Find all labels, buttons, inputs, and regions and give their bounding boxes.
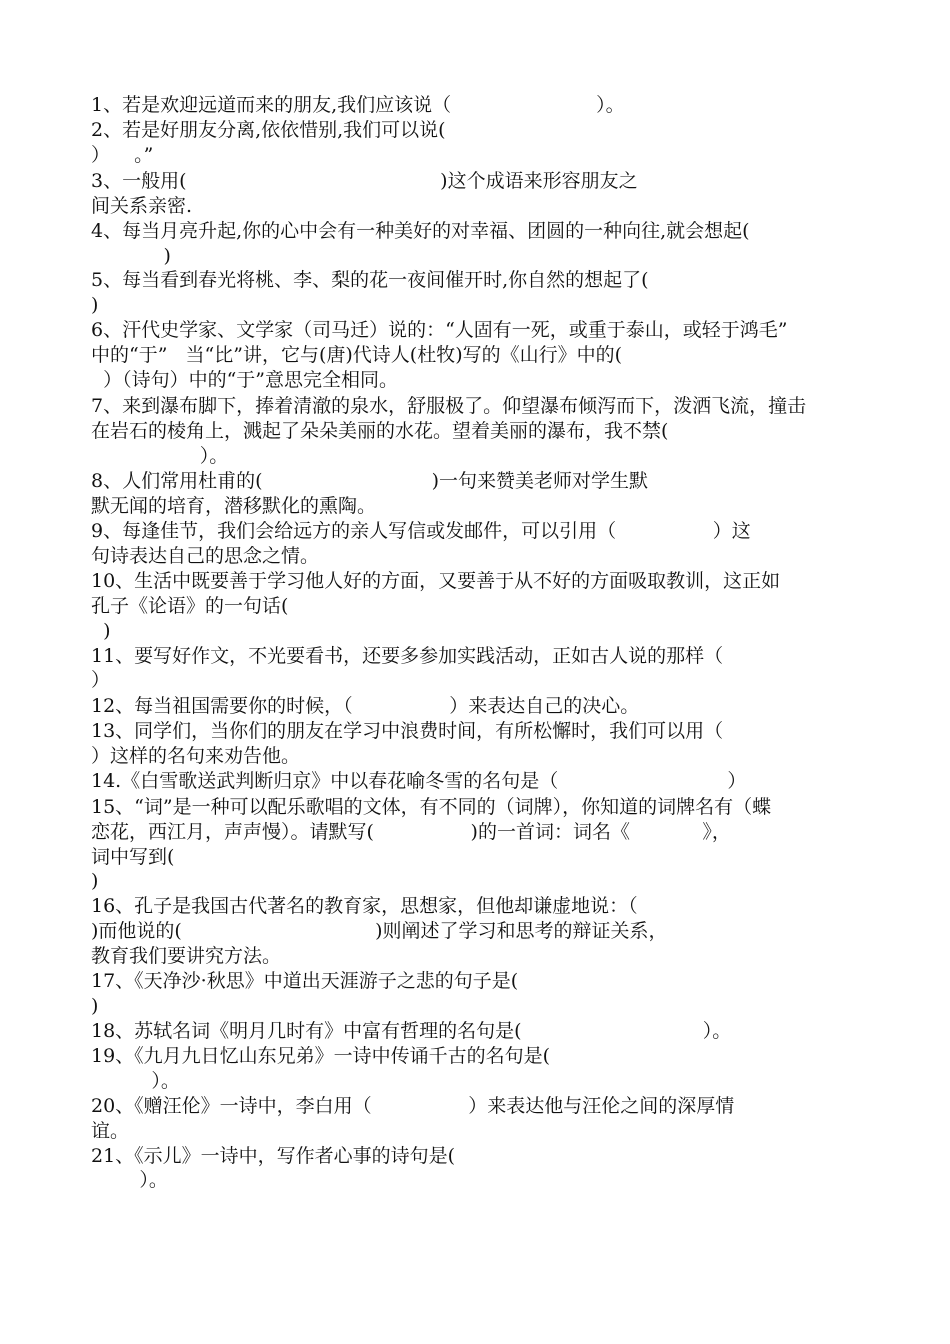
text-line: 16、孔子是我国古代著名的教育家，思想家，但他却谦虚地说：（: [91, 895, 638, 917]
text-line: 13、同学们，当你们的朋友在学习中浪费时间，有所松懈时，我们可以用（: [91, 720, 724, 742]
text-line: ): [91, 995, 99, 1017]
text-line: ）。: [91, 445, 229, 467]
text-line: 12、每当祖国需要你的时候，（ ）来表达自己的决心。: [91, 695, 640, 717]
text-line: 间关系亲密.: [91, 195, 193, 217]
text-line: 8、人们常用杜甫的( )一句来赞美老师对学生默: [91, 470, 649, 492]
text-line: 4、每当月亮升起,你的心中会有一种美好的对幸福、团圆的一种向往,就会想起(: [91, 220, 750, 242]
text-line: ): [91, 294, 99, 316]
text-line: 18、苏轼名词《明月几时有》中富有哲理的名句是( ）。: [91, 1020, 732, 1042]
text-line: 1、若是欢迎远道而来的朋友,我们应该说（ ）。: [91, 94, 625, 116]
text-line: 14.《白雪歌送武判断归京》中以春花喻冬雪的名句是（ ）: [91, 770, 747, 792]
text-line: ）。: [91, 1169, 168, 1191]
text-line: 默无闻的培育，潜移默化的熏陶。: [91, 495, 377, 517]
text-line: 9、每逢佳节，我们会给远方的亲人写信或发邮件，可以引用（ ）这: [91, 520, 751, 542]
text-line: ） 。”: [91, 144, 154, 166]
text-line: 在岩石的棱角上，溅起了朵朵美丽的水花。望着美丽的瀑布，我不禁(: [91, 420, 669, 442]
text-line: 词中写到(: [91, 846, 175, 868]
text-line: 10、生活中既要善于学习他人好的方面，又要善于从不好的方面吸取教训，这正如: [91, 570, 781, 592]
text-line: 21、《示儿》一诗中，写作者心事的诗句是(: [91, 1145, 456, 1167]
text-line: 20、《赠汪伦》一诗中，李白用（ ）来表达他与汪伦之间的深厚情: [91, 1095, 735, 1117]
text-line: ): [91, 870, 99, 892]
text-line: 3、一般用( )这个成语来形容朋友之: [91, 170, 638, 192]
text-line: ）这样的名句来劝告他。: [91, 745, 301, 767]
text-line: ）: [91, 669, 111, 691]
text-line: 19、《九月九日忆山东兄弟》一诗中传诵千古的名句是(: [91, 1045, 551, 1067]
text-line: 11、要写好作文，不光要看书，还要多参加实践活动，正如古人说的那样（: [91, 645, 724, 667]
text-line: 15、“词”是一种可以配乐歌唱的文体，有不同的（词牌），你知道的词牌名有（蝶: [91, 796, 772, 818]
text-line: )而他说的( )则阐述了学习和思考的辩证关系，: [91, 920, 668, 942]
text-line: ）（诗句）中的“于”意思完全相同。: [91, 369, 399, 391]
text-line: 谊。: [91, 1120, 130, 1142]
text-line: 中的“于” 当“比”讲，它与(唐)代诗人(杜牧)写的《山行》中的(: [91, 344, 623, 366]
text-line: 教育我们要讲究方法。: [91, 945, 282, 967]
text-line: 5、每当看到春光将桃、李、梨的花一夜间催开时,你自然的想起了(: [91, 269, 649, 291]
text-line: 恋花，西江月，声声慢）。请默写( )的一首词：词名《 》，: [91, 821, 731, 843]
text-line: 7、来到瀑布脚下，捧着清澈的泉水，舒服极了。仰望瀑布倾泻而下，泼洒飞流，撞击: [91, 395, 807, 417]
text-line: 句诗表达自己的思念之情。: [91, 545, 320, 567]
text-line: 孔子《论语》的一句话(: [91, 595, 289, 617]
text-line: ): [91, 245, 171, 267]
text-line: ): [91, 620, 111, 642]
text-line: ）。: [91, 1070, 180, 1092]
text-line: 17、《天净沙·秋思》中道出天涯游子之悲的句子是(: [91, 970, 519, 992]
text-line: 6、汗代史学家、文学家（司马迁）说的：“人固有一死，或重于泰山，或轻于鸿毛”: [91, 319, 788, 341]
text-line: 2、若是好朋友分离,依依惜别,我们可以说(: [91, 119, 446, 141]
